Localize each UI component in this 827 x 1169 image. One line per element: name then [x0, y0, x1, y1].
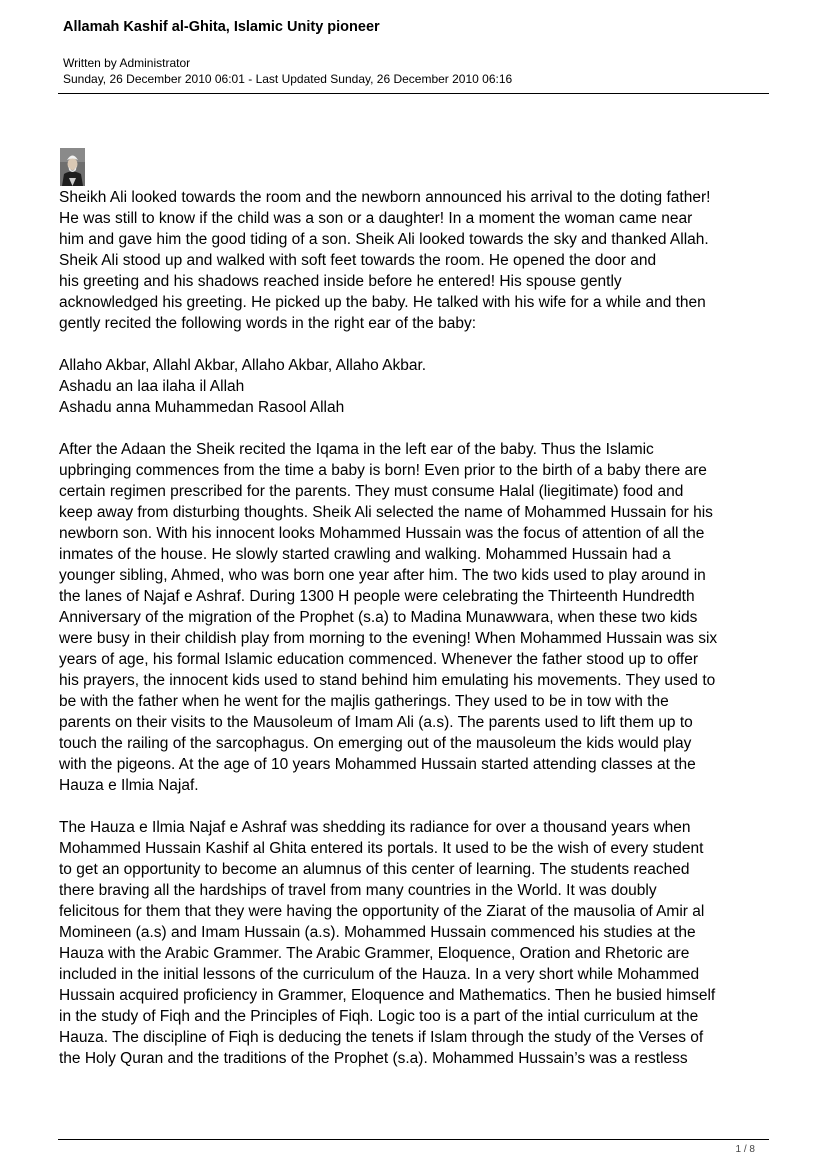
paragraph-birth: Sheikh Ali looked towards the room and the newborn announced his arrival to the doting father! He was still to know if the child was a son or a daughter! In a moment the woman came near him and gave him the good tiding of a son. Sheik Ali looked towards the sky and thanked Allah. Sheik Ali stood up and walked with soft feet towards the room. He opened the door and his greeting and his shadows reached inside before he entered! His spouse gently acknowledged his greeting. He picked up the baby. He talked with his wife for a while and then gently recited the following words in the right ear of the baby: [59, 189, 711, 332]
adhan-verses: Allaho Akbar, Allahl Akbar, Allaho Akbar, Allaho Akbar. Ashadu an laa ilaha il Allah Ashadu anna Muhammedan Rasool Allah [59, 357, 427, 416]
portrait-photo-icon [60, 148, 85, 186]
article-body [59, 187, 774, 1069]
footer-divider [58, 1139, 769, 1140]
paragraph-upbringing: After the Adaan the Sheik recited the Iqama in the left ear of the baby. Thus the Islamic upbringing commences from the time a baby is born! Even prior to the birth of a baby there are certain regimen prescribed for the parents. They must consume Halal (liegitimate) food and keep away from disturbing thoughts. Sheik Ali selected the name of Mohammed Hussain for his newborn son. With his innocent looks Mohammed Hussain was the focus of attention of all the inmates of the house. He slowly started crawling and walking. Mohammed Hussain had a younger sibling, Ahmed, who was born one year after him. The two kids used to play around in the lanes of Najaf e Ashraf. During 1300 H people were celebrating the Thirteenth Hundredth Anniversary of the migration of the Prophet (s.a) to Madina Munawwara, when these two kids were busy in their childish play from morning to the evening! When Mohammed Hussain was six years of age, his formal Islamic education commenced. Whenever the father stood up to offer his prayers, the innocent kids used to stand behind him emulating his movements. They used to be with the father when he went for the majlis gatherings. They used to be in tow with the parents on their visits to the Mausoleum of Imam Ali (a.s). The parents used to lift them up to touch the railing of the sarcophagus. On emerging out of the mausoleum the kids would play with the pigeons. At the age of 10 years Mohammed Hussain started attending classes at the Hauza e Ilmia Najaf. [59, 441, 718, 794]
paragraph-hauza: The Hauza e Ilmia Najaf e Ashraf was shedding its radiance for over a thousand years when Mohammed Hussain Kashif al Ghita entered its portals. It used to be the wish of every student to get an opportunity to become an alumnus of this center of learning. The students reached there braving all the hardships of travel from many countries in the World. It was doubly felicitous for them that they were having the opportunity of the Ziarat of the mausolia of Amir al Momineen (a.s) and Imam Hussain (a.s). Mohammed Hussain commenced his studies at the Hauza with the Arabic Grammer. The Arabic Grammer, Eloquence, Oration and Rhetoric are included in the initial lessons of the curriculum of the Hauza. In a very short while Mohammed Hussain acquired proficiency in Grammer, Eloquence and Mathematics. Then he busied himself in the study of Fiqh and the Principles of Fiqh. Logic too is a part of the intial curriculum at the Hauza. The discipline of Fiqh is deducing the tenets if Islam through the study of the Verses of the Holy Quran and the traditions of the Prophet (s.a). Mohammed Hussain’s was a restless [59, 819, 716, 1067]
article-title: Allamah Kashif al-Ghita, Islamic Unity pioneer [63, 19, 380, 35]
page-number: 1 / 8 [735, 1144, 755, 1155]
header-divider [58, 93, 769, 94]
date-line: Sunday, 26 December 2010 06:01 - Last Updated Sunday, 26 December 2010 06:16 [63, 72, 513, 86]
article-meta [63, 55, 512, 87]
author-line: Written by Administrator [63, 56, 191, 70]
